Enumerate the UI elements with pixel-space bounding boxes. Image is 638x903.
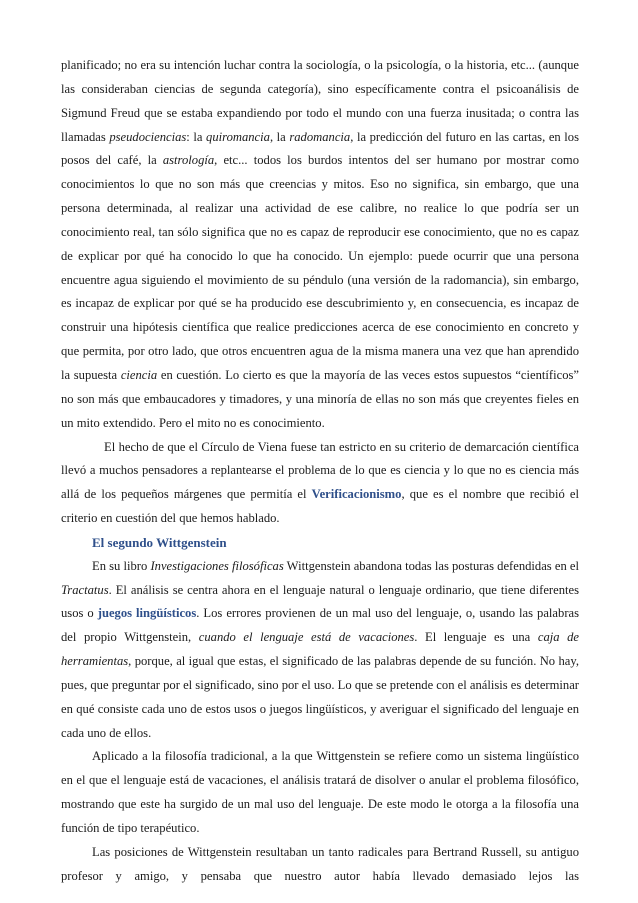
section-heading: El segundo Wittgenstein: [92, 534, 227, 550]
italic-term: Investigaciones filosóficas: [150, 558, 284, 573]
text-run: Wittgenstein abandona todas las posturas defendidas en el: [283, 558, 579, 573]
italic-term: pseudociencias: [109, 129, 187, 144]
text-run: , que es el nombre que recibió el criterio en cuestión del que hemos hablado.: [61, 487, 579, 526]
italic-term: Tractatus: [61, 582, 109, 597]
text-run: . Los errores provienen de un mal uso del lenguaje, o, usando las palabras del propio Wittgenstein,: [61, 606, 580, 645]
bold-term: Verificacionismo: [311, 487, 402, 502]
text-run: en cuestión. Lo cierto es que la mayoría de las veces estos supuestos “científicos” no son más que embaucadores y timadores, y una minoría de ellas no son más que creyentes fieles en un mito extendido. Pero el mito no es conocimiento.: [61, 367, 579, 430]
paragraph-vienna-circle: [61, 436, 579, 531]
text-run: El hecho de que el Círculo de Viena fuese tan estricto en su criterio de demarcación científica llevó a muchos pensadores a replantearse el problema de lo que es ciencia y lo que no es ciencia más allá de los pequeños márgenes que permitía el: [61, 439, 579, 502]
italic-term: ciencia: [120, 367, 158, 382]
text-run: En su libro: [92, 558, 151, 573]
text-run: , etc... todos los burdos intentos del ser humano por mostrar como conocimientos lo que no son más que creencias y mitos. Eso no significa, sin embargo, que una persona determinada, al realizar una actividad de ese calibre, no realice lo que podría ser un conocimiento real, tan sólo significa que no es capaz de reproducir ese conocimiento, que no es capaz de explicar por qué ha conocido lo que ha conocido. Un ejemplo: puede ocurrir que una persona encuentre agua siguiendo el movimiento de su péndulo (una versión de la radomancia), sin embargo, es incapaz de explicar por qué se ha producido ese descubrimiento y, en consecuencia, es incapaz de construir una hipótesis científica que realice predicciones acerca de ese conocimiento en concreto y que permita, por otro lado, que otros encuentren agua de la misma manera una vez que han aprendido la supuesta: [61, 153, 580, 382]
document-page: [61, 54, 579, 889]
bold-term: juegos lingüísticos: [97, 606, 197, 621]
text-run: . El lenguaje es una: [414, 630, 538, 645]
text-run: planificado; no era su intención luchar contra la sociología, o la psicología, o la historia, etc... (aunque las consideraban ciencias de segunda categoría), sino específicamente contra el psicoanálisis de Sigmund Freud que se estaba expandiendo por todo el mundo con una fuerza inusitada; o contra las llamadas: [61, 58, 579, 144]
italic-term: cuando el lenguaje está de vacaciones: [198, 630, 415, 645]
paragraph-therapeutic: Aplicado a la filosofía tradicional, a la que Wittgenstein se refiere como un sistema lingüístico en el que el lenguaje está de vacaciones, el análisis tratará de disolver o anular el problema filosófico, mostrando que este ha surgido de un mal uso del lenguaje. De este modo le otorga a la filosofía una función de tipo terapéutico.: [61, 749, 579, 835]
text-run: . El análisis se centra ahora en el lenguaje natural o lenguaje ordinario, que tiene diferentes usos o: [61, 582, 579, 621]
italic-term: caja de herramientas: [61, 630, 580, 669]
paragraph-pseudosciences: [61, 54, 579, 436]
italic-term: radomancia: [289, 129, 351, 144]
italic-term: quiromancia: [206, 129, 270, 144]
italic-term: astrología: [162, 153, 215, 168]
paragraph-russell: Las posiciones de Wittgenstein resultaban un tanto radicales para Bertrand Russell, su antiguo profesor y amigo, y pensaba que nuestro autor había llevado demasiado lejos las: [61, 844, 579, 883]
text-run: , la: [269, 129, 290, 144]
paragraph-investigations: [61, 555, 579, 746]
text-run: , porque, al igual que estas, el significado de las palabras depende de su función. No hay, pues, que preguntar por el significado, sino por el uso. Lo que se pretende con el análisis es determinar en qué consiste cada uno de estos usos o juegos lingüísticos, y averiguar el significado del lenguaje en cada uno de ellos.: [61, 654, 579, 740]
text-run: : la: [186, 129, 207, 144]
text-run: , la predicción del futuro en las cartas, en los posos del café, la: [61, 129, 579, 168]
